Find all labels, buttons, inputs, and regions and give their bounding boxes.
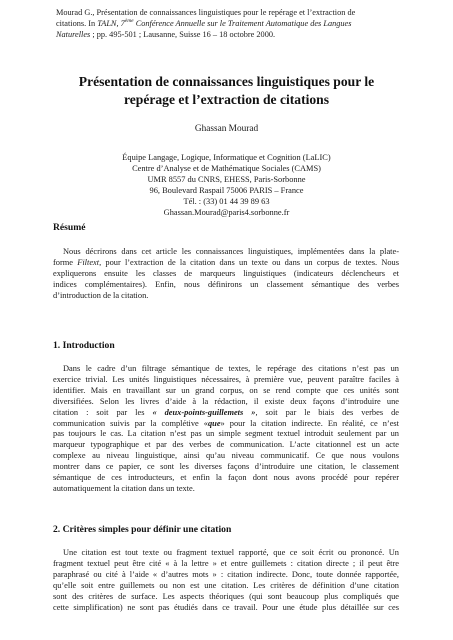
text-span: communication suivis par la complétive « — [53, 418, 208, 428]
text-line — [53, 408, 399, 419]
text-line: Dans le cadre d’un filtrage sémantique de textes, le repérage des citations n’est pas un — [63, 364, 399, 373]
introduction-paragraph — [53, 364, 399, 495]
text-line: montrer dans ce papier, ce sont les diverses façons d’introduire une citation, le classement — [53, 462, 399, 472]
citation-venue: Naturelles — [56, 29, 91, 39]
emphasis-text: que — [207, 418, 221, 428]
text-span: forme — [53, 257, 78, 267]
citation-text: citations. In — [56, 18, 98, 28]
text-line: paraphrasé ou cité à l’aide « d’autres mots » : citation indirecte. Donc, toute donnée rapportée, — [53, 569, 399, 579]
affiliation-line: UMR 8557 du CNRS, EHESS, Paris-Sorbonne — [147, 174, 306, 184]
platform-name: Filtext — [77, 257, 100, 267]
text-line: automatiquement la citation dans un texte. — [53, 483, 195, 493]
affiliation-line: Centre d’Analyse et de Mathématique Sociales (CAMS) — [132, 163, 321, 173]
text-line: exercice trivial. Les unités linguistiques nécessaires, à première vue, peuvent paraître faciles à — [53, 374, 399, 384]
text-span: citation : soit par les — [53, 407, 153, 417]
text-line: expliquerons ensuite les classes de marqueurs linguistiques (indicateurs déclencheurs et — [53, 268, 399, 278]
title-line: Présentation de connaissances linguistiques pour le — [78, 74, 375, 89]
section-heading-criteria: 2. Critères simples pour définir une citation — [53, 524, 232, 535]
text-line: diversifiées. Selon les livres d’aide à la rédaction, il existe deux façons d’introduire une — [53, 396, 399, 406]
author-name: Ghassan Mourad — [194, 124, 259, 134]
text-line: sémantique de ces introducteurs, et enfin la façon dont nous avons procédé pour repérer — [53, 473, 399, 483]
text-line — [53, 258, 399, 269]
text-span: » pour la citation indirecte. En réalité, ce n’est — [220, 418, 399, 428]
title-line: repérage et l’extraction de citations — [123, 91, 330, 107]
text-line: identifier. Mais en travaillant sur un grand corpus, on se rend compte que ces unités sont — [53, 385, 399, 395]
text-line: cette simplification) ne sont pas étudiés dans ce travail. Pour une étude plus détaillée sur ces — [53, 602, 399, 612]
criteria-paragraph — [53, 548, 399, 613]
text-line: complexe au niveau linguistique, ainsi qu’au niveau communicatif. Ce que nous voulons — [53, 451, 399, 461]
abstract-heading: Résumé — [53, 222, 86, 233]
paper-title — [60, 73, 393, 108]
text-span: , pour l’extraction de la citation dans un texte ou dans un corpus de textes. Nous — [99, 257, 399, 267]
affiliation-line: Équipe Langage, Logique, Informatique et Cognition (LaLIC) — [122, 153, 331, 162]
text-line: marqueur typographique et par des verbes de communication. L’acte citationnel est un acte — [53, 440, 399, 450]
citation-superscript: ème — [124, 18, 134, 25]
citation-line: Mourad G., Présentation de connaissances linguistiques pour le repérage et l’extraction de — [56, 8, 356, 17]
text-line: pas toujours le cas. La citation n’est pas un simple segment textuel introduit seulement par un — [53, 429, 399, 439]
citation-header — [56, 8, 406, 40]
citation-venue: TALN, 7 — [97, 18, 125, 28]
section-heading-introduction: 1. Introduction — [53, 340, 115, 351]
citation-venue: Conférence Annuelle sur le Traitement Automatique des Langues — [133, 18, 352, 28]
text-line — [53, 419, 399, 430]
citation-text: ; pp. 495-501 ; Lausanne, Suisse 16 – 18 octobre 2000. — [90, 29, 276, 39]
text-line: fragment textuel peut être cité « à la lettre » et entre guillemets : citation directe ; il peut être — [53, 558, 399, 568]
citation-line — [56, 30, 406, 41]
affiliation-line: 96, Boulevard Raspail 75006 PARIS – France — [149, 185, 304, 195]
text-line: qu’elle soit entre guillemets ou non est une citation. Les critères de définition d’une citation — [53, 580, 399, 590]
citation-line — [56, 19, 406, 30]
text-span: , soit par le biais des verbes de — [255, 407, 399, 417]
text-line: indices complémentaires). Enfin, nous définirons un classement sémantique des verbes — [53, 279, 399, 289]
text-line: Une citation est tout texte ou fragment textuel rapporté, que ce soit écrit ou prononcé. Un — [63, 548, 399, 557]
text-line: Nous décrirons dans cet article les connaissances linguistiques, implémentées dans la plate- — [63, 247, 399, 256]
abstract-paragraph — [53, 247, 399, 302]
text-line: d’introduction de la citation. — [53, 290, 149, 300]
affiliation-block — [0, 153, 453, 218]
author-email: Ghassan.Mourad@paris4.sorbonne.fr — [163, 207, 290, 217]
text-line: sont des critères de surface. Les aspects théoriques (qui sont beaucoup plus compliqués que — [53, 591, 399, 601]
emphasis-text: « deux-points-guillemets » — [152, 407, 256, 417]
affiliation-line: Tél. : (33) 01 44 39 89 63 — [183, 196, 270, 206]
